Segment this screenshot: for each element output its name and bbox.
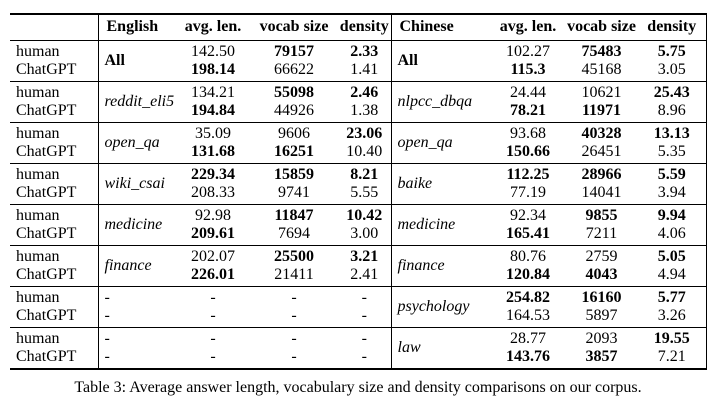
zh-density-chatgpt: 7.21 (657, 348, 686, 365)
zh-density-chatgpt: 5.35 (657, 143, 686, 160)
en-vocab-chatgpt: 44926 (274, 102, 314, 119)
row-label-chatgpt: ChatGPT (16, 61, 77, 78)
dataset-name-en-text: - (104, 289, 110, 306)
dataset-name-chinese (391, 123, 491, 164)
en-density-human: 8.21 (350, 166, 379, 183)
en-avg-len-cell (176, 246, 250, 287)
row-labels (10, 41, 98, 82)
dataset-name-en-text: - (104, 330, 110, 347)
table-row (10, 41, 706, 82)
zh-vocab-chatgpt: 45168 (581, 61, 622, 78)
en-density-chatgpt: 1.38 (350, 102, 379, 119)
zh-avg-len-human: 112.25 (506, 166, 550, 183)
row-label-human: human (16, 248, 60, 265)
zh-vocab-chatgpt: 3857 (585, 348, 618, 365)
comparison-table (10, 13, 707, 370)
en-avg-len-human: 142.50 (191, 43, 235, 60)
en-density-chatgpt: - (361, 348, 367, 365)
dataset-name-chinese (391, 164, 491, 205)
en-density-chatgpt: 1.41 (350, 61, 379, 78)
en-density-human: 3.21 (350, 248, 379, 265)
en-vocab-human: - (291, 330, 297, 347)
en-vocab-human: 15859 (274, 166, 314, 183)
dataset-name-chinese (391, 246, 491, 287)
zh-vocab-human: 10621 (581, 84, 622, 101)
header-en-vocab-size: vocab size (250, 14, 338, 41)
zh-density-human: 5.59 (657, 166, 686, 183)
dataset-name-en-text: All (104, 52, 125, 69)
zh-density-human: 5.05 (657, 248, 686, 265)
row-label-chatgpt: ChatGPT (16, 184, 77, 201)
zh-density-cell (638, 287, 706, 328)
en-density-cell (338, 164, 391, 205)
zh-avg-len-cell (491, 164, 565, 205)
header-english-group: English (98, 14, 176, 41)
en-avg-len-cell (176, 82, 250, 123)
en-density-human: - (361, 289, 367, 306)
zh-density-human: 5.77 (657, 289, 686, 306)
row-label-human: human (16, 84, 60, 101)
table-row (10, 205, 706, 246)
en-avg-len-cell (176, 123, 250, 164)
en-vocab-size-cell (250, 82, 338, 123)
zh-vocab-chatgpt: 7211 (585, 225, 618, 242)
zh-vocab-size-cell (565, 41, 638, 82)
zh-density-human: 9.94 (657, 207, 686, 224)
en-avg-len-cell (176, 205, 250, 246)
zh-vocab-size-cell (565, 287, 638, 328)
zh-avg-len-chatgpt: 77.19 (510, 184, 546, 201)
en-vocab-human: 79157 (274, 43, 314, 60)
zh-avg-len-human: 28.77 (510, 330, 546, 347)
zh-vocab-size-cell (565, 82, 638, 123)
dataset-name-english (98, 328, 176, 370)
en-density-chatgpt: 10.40 (346, 143, 383, 160)
zh-density-cell (638, 41, 706, 82)
en-density-cell (338, 328, 391, 370)
row-label-chatgpt: ChatGPT (16, 102, 77, 119)
en-density-cell (338, 123, 391, 164)
en-vocab-human: - (291, 289, 297, 306)
zh-vocab-size-cell (565, 205, 638, 246)
zh-avg-len-human: 93.68 (510, 125, 546, 142)
dataset-name-zh-text: psychology (397, 298, 470, 315)
dataset-name-zh-text: finance (397, 257, 445, 274)
dataset-name-english (98, 287, 176, 328)
dataset-name-en-text: finance (104, 257, 152, 274)
zh-vocab-size-cell (565, 164, 638, 205)
en-density-cell (338, 246, 391, 287)
header-zh-avg-len: avg. len. (491, 14, 565, 41)
en-vocab-size-cell (250, 41, 338, 82)
zh-vocab-human: 16160 (581, 289, 622, 306)
zh-density-cell (638, 328, 706, 370)
zh-avg-len-chatgpt: 120.84 (506, 266, 550, 283)
row-label-human: human (16, 289, 60, 306)
en-avg-len-human: - (210, 289, 216, 306)
row-labels (10, 328, 98, 370)
row-label-human: human (16, 166, 60, 183)
zh-density-chatgpt: 3.26 (657, 307, 686, 324)
table-row (10, 123, 706, 164)
en-avg-len-chatgpt: 208.33 (191, 184, 235, 201)
dataset-name-zh-text: baike (397, 175, 433, 192)
dataset-name-zh-text: open_qa (397, 134, 453, 151)
table-caption: Table 3: Average answer length, vocabulary size and density comparisons on our corpus. (74, 379, 642, 396)
zh-avg-len-chatgpt: 150.66 (506, 143, 550, 160)
zh-vocab-size-cell (565, 328, 638, 370)
en-density-human: 23.06 (346, 125, 383, 142)
en-avg-len-human: 92.98 (195, 207, 231, 224)
en-avg-len-chatgpt: 198.14 (191, 61, 235, 78)
en-avg-len-human: - (210, 330, 216, 347)
zh-vocab-human: 9855 (585, 207, 618, 224)
en-vocab-chatgpt: 21411 (274, 266, 314, 283)
zh-vocab-size-cell (565, 123, 638, 164)
zh-vocab-chatgpt: 26451 (581, 143, 622, 160)
en-vocab-chatgpt: 9741 (278, 184, 310, 201)
zh-avg-len-chatgpt: 143.76 (506, 348, 550, 365)
header-zh-density: density (638, 14, 706, 41)
row-labels (10, 246, 98, 287)
en-vocab-size-cell (250, 328, 338, 370)
zh-avg-len-human: 92.34 (510, 207, 546, 224)
zh-density-chatgpt: 3.94 (657, 184, 686, 201)
row-label-human: human (16, 330, 60, 347)
dataset-name-zh-text: law (397, 339, 421, 356)
zh-avg-len-cell (491, 41, 565, 82)
en-avg-len-chatgpt: 226.01 (191, 266, 235, 283)
zh-avg-len-cell (491, 328, 565, 370)
zh-density-chatgpt: 8.96 (657, 102, 686, 119)
zh-vocab-human: 2759 (585, 248, 618, 265)
en-density-chatgpt: 5.55 (350, 184, 379, 201)
table-header-row (10, 14, 706, 41)
en-vocab-chatgpt: 66622 (274, 61, 314, 78)
zh-density-human: 13.13 (653, 125, 690, 142)
dataset-name-en-text: open_qa (104, 134, 160, 151)
en-avg-len-cell (176, 41, 250, 82)
en-vocab-size-cell (250, 123, 338, 164)
dataset-name-english (98, 82, 176, 123)
en-avg-len-human: 35.09 (195, 125, 231, 142)
dataset-name-en-text2: - (104, 348, 110, 365)
en-avg-len-cell (176, 328, 250, 370)
en-avg-len-chatgpt: - (210, 348, 216, 365)
row-labels (10, 287, 98, 328)
dataset-name-chinese (391, 205, 491, 246)
en-density-human: 2.46 (350, 84, 379, 101)
row-labels (10, 205, 98, 246)
zh-density-cell (638, 82, 706, 123)
zh-density-human: 5.75 (657, 43, 686, 60)
en-vocab-size-cell (250, 205, 338, 246)
zh-vocab-human: 2093 (585, 330, 618, 347)
en-avg-len-chatgpt: 194.84 (191, 102, 235, 119)
zh-density-chatgpt: 4.94 (657, 266, 686, 283)
zh-vocab-size-cell (565, 246, 638, 287)
zh-density-cell (638, 205, 706, 246)
row-label-human: human (16, 125, 60, 142)
zh-density-cell (638, 123, 706, 164)
dataset-name-english (98, 41, 176, 82)
zh-vocab-human: 40328 (581, 125, 622, 142)
table-row (10, 164, 706, 205)
zh-avg-len-chatgpt: 164.53 (506, 307, 550, 324)
zh-density-human: 25.43 (653, 84, 690, 101)
table-row (10, 328, 706, 370)
zh-avg-len-chatgpt: 165.41 (506, 225, 550, 242)
zh-avg-len-human: 24.44 (510, 84, 546, 101)
dataset-name-english (98, 164, 176, 205)
row-label-chatgpt: ChatGPT (16, 225, 77, 242)
row-label-human: human (16, 43, 60, 60)
zh-avg-len-chatgpt: 115.3 (510, 61, 546, 78)
dataset-name-zh-text: nlpcc_dbqa (397, 93, 473, 110)
dataset-name-zh-text: All (397, 52, 418, 69)
row-label-chatgpt: ChatGPT (16, 266, 77, 283)
en-density-cell (338, 82, 391, 123)
header-corner-cell (10, 14, 98, 41)
dataset-name-en-text: medicine (104, 216, 163, 233)
zh-avg-len-cell (491, 287, 565, 328)
en-avg-len-chatgpt: 209.61 (191, 225, 235, 242)
en-avg-len-human: 229.34 (191, 166, 235, 183)
zh-density-human: 19.55 (653, 330, 690, 347)
zh-avg-len-cell (491, 246, 565, 287)
en-density-human: 2.33 (350, 43, 379, 60)
row-label-human: human (16, 207, 60, 224)
en-density-cell (338, 287, 391, 328)
header-en-avg-len: avg. len. (176, 14, 250, 41)
en-vocab-human: 25500 (274, 248, 314, 265)
zh-avg-len-cell (491, 123, 565, 164)
dataset-name-chinese (391, 287, 491, 328)
zh-vocab-chatgpt: 4043 (585, 266, 618, 283)
en-vocab-chatgpt: - (291, 348, 297, 365)
dataset-name-english (98, 246, 176, 287)
en-vocab-human: 9606 (278, 125, 310, 142)
zh-vocab-chatgpt: 14041 (581, 184, 622, 201)
en-vocab-size-cell (250, 287, 338, 328)
zh-vocab-human: 28966 (581, 166, 622, 183)
en-vocab-chatgpt: 7694 (278, 225, 310, 242)
table-row (10, 82, 706, 123)
row-labels (10, 123, 98, 164)
zh-avg-len-human: 102.27 (506, 43, 550, 60)
en-density-chatgpt: 2.41 (350, 266, 379, 283)
zh-vocab-chatgpt: 5897 (585, 307, 618, 324)
zh-avg-len-cell (491, 82, 565, 123)
zh-density-chatgpt: 3.05 (657, 61, 686, 78)
en-vocab-human: 11847 (274, 207, 314, 224)
dataset-name-chinese (391, 82, 491, 123)
row-label-chatgpt: ChatGPT (16, 143, 77, 160)
en-vocab-chatgpt: 16251 (274, 143, 314, 160)
zh-density-cell (638, 246, 706, 287)
en-vocab-size-cell (250, 246, 338, 287)
en-avg-len-human: 202.07 (191, 248, 235, 265)
en-avg-len-chatgpt: - (210, 307, 216, 324)
dataset-name-english (98, 205, 176, 246)
en-density-human: - (361, 330, 367, 347)
en-density-chatgpt: - (361, 307, 367, 324)
table-row (10, 287, 706, 328)
en-avg-len-cell (176, 287, 250, 328)
header-en-density: density (338, 14, 391, 41)
en-vocab-size-cell (250, 164, 338, 205)
row-labels (10, 164, 98, 205)
dataset-name-en-text: wiki_csai (104, 175, 165, 192)
zh-density-chatgpt: 4.06 (657, 225, 686, 242)
zh-avg-len-human: 254.82 (506, 289, 550, 306)
zh-density-cell (638, 164, 706, 205)
row-label-chatgpt: ChatGPT (16, 348, 77, 365)
en-avg-len-cell (176, 164, 250, 205)
zh-vocab-chatgpt: 11971 (581, 102, 622, 119)
dataset-name-chinese (391, 41, 491, 82)
en-density-human: 10.42 (346, 207, 383, 224)
row-labels (10, 82, 98, 123)
en-vocab-chatgpt: - (291, 307, 297, 324)
zh-avg-len-chatgpt: 78.21 (510, 102, 546, 119)
dataset-name-chinese (391, 328, 491, 370)
zh-avg-len-human: 80.76 (510, 248, 546, 265)
en-vocab-human: 55098 (274, 84, 314, 101)
header-chinese-group: Chinese (391, 14, 491, 41)
zh-vocab-human: 75483 (581, 43, 622, 60)
en-avg-len-chatgpt: 131.68 (191, 143, 235, 160)
en-density-chatgpt: 3.00 (350, 225, 379, 242)
header-zh-vocab-size: vocab size (565, 14, 638, 41)
en-avg-len-human: 134.21 (191, 84, 235, 101)
dataset-name-en-text: reddit_eli5 (104, 93, 175, 110)
dataset-name-zh-text: medicine (397, 216, 456, 233)
row-label-chatgpt: ChatGPT (16, 307, 77, 324)
zh-avg-len-cell (491, 205, 565, 246)
table-row (10, 246, 706, 287)
en-density-cell (338, 41, 391, 82)
dataset-name-english (98, 123, 176, 164)
dataset-name-en-text2: - (104, 307, 110, 324)
en-density-cell (338, 205, 391, 246)
